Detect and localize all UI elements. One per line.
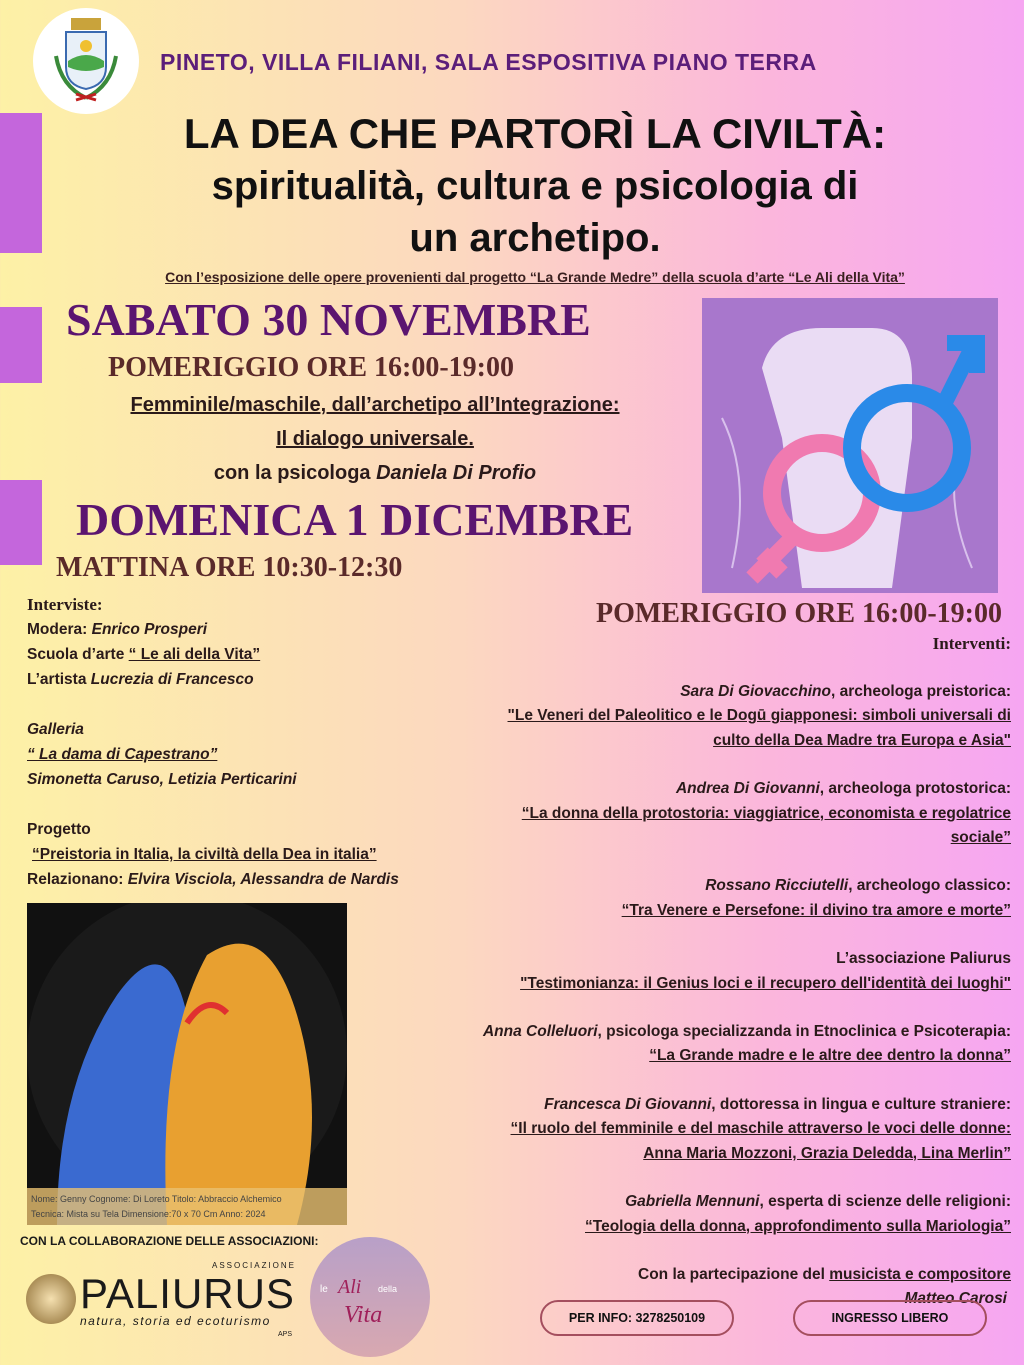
gallery-title: “ La dama di Capestrano” (27, 746, 218, 763)
talk-title: "Le Veneri del Paleolitico e le Dogū giapponesi: simboli universali di (507, 707, 1011, 725)
talk-title: Anna Maria Mozzoni, Grazia Deledda, Lina Merlin” (643, 1144, 1011, 1162)
talk-item (411, 777, 1011, 850)
talk-speaker: Andrea Di Giovanni, archeologa protostorica: (675, 780, 1011, 798)
decor-bar (0, 113, 42, 253)
project-title: “Preistoria in Italia, la civiltà della Dea in italia” (32, 846, 377, 863)
saturday-speaker-line (40, 456, 710, 490)
talk-title: culto della Dea Madre tra Europa e Asia" (713, 731, 1011, 749)
music-line: Con la partecipazione del musicista e compositore (638, 1265, 1011, 1283)
sunday-morning-time: MATTINA ORE 10:30-12:30 (56, 552, 403, 583)
talk-speaker: Gabriella Mennuni, esperta di scienze delle religioni: (625, 1193, 1011, 1211)
musician-name: Matteo Carosi (904, 1290, 1007, 1308)
morning-program (27, 592, 467, 892)
ali-della-vita-logo: le Ali della Vita (310, 1237, 430, 1357)
collaboration-label: CON LA COLLABORAZIONE DELLE ASSOCIAZIONI: (20, 1234, 319, 1248)
talk-title: “Teologia della donna, approfondimento sulla Mariologia” (585, 1217, 1011, 1235)
talk-speaker: Francesca Di Giovanni, dottoressa in lingua e culture straniere: (544, 1095, 1011, 1113)
talk-title: “La Grande madre e le altre dee dentro la donna” (649, 1047, 1011, 1065)
saturday-topic-1: Femminile/maschile, dall’archetipo all’Integrazione: (130, 394, 620, 416)
interventi-label: Interventi: (932, 634, 1011, 653)
info-phone-button[interactable]: PER INFO: 3278250109 (540, 1300, 734, 1336)
talk-speaker: Anna Colleluori, psicologa specializzanda in Etnoclinica e Psicoterapia: (482, 1023, 1011, 1041)
saturday-date: SABATO 30 NOVEMBRE (66, 294, 591, 345)
artist-line: L’artista Lucrezia di Francesco (27, 671, 254, 688)
title-line-3: un archetipo. (409, 216, 661, 260)
afternoon-program (411, 632, 1011, 1312)
talk-title: "Testimonianza: il Genius loci e il recupero dell'identità dei luoghi" (520, 974, 1011, 992)
talk-title: “La donna della protostoria: viaggiatrice, economista e regolatrice (521, 804, 1011, 822)
artwork-caption-2: Tecnica: Mista su Tela Dimensione:70 x 70 Cm Anno: 2024 (31, 1209, 266, 1219)
municipal-crest-logo (33, 8, 139, 114)
paliurus-assoc: ASSOCIAZIONE (212, 1261, 297, 1270)
venue-heading: PINETO, VILLA FILIANI, SALA ESPOSITIVA PIANO TERRA (160, 49, 817, 75)
talk-item (411, 874, 1011, 923)
paliurus-aps: APS (278, 1331, 293, 1338)
talk-title: “Il ruolo del femminile e del maschile attraverso le voci delle donne: (510, 1120, 1011, 1138)
artwork-image (27, 903, 347, 1225)
talk-item (411, 1093, 1011, 1166)
free-entry-badge: INGRESSO LIBERO (793, 1300, 987, 1336)
talk-item (411, 947, 1011, 996)
speakers-line: Relazionano: Elvira Visciola, Alessandra de Nardis (27, 871, 399, 888)
gallery-label: Galleria (27, 721, 84, 738)
gender-symbol-illustration (702, 298, 998, 593)
talk-item (411, 1190, 1011, 1239)
talk-speaker: Sara Di Giovacchino, archeologa preistorica: (680, 683, 1011, 700)
talk-item (411, 1020, 1011, 1069)
saturday-speaker: Daniela Di Profio (376, 462, 537, 484)
decor-bar (0, 307, 42, 383)
exhibition-subtitle: Con l’esposizione delle opere provenienti dal progetto “La Grande Medre” della scuola d’arte “Le Ali della Vita” (165, 269, 905, 285)
saturday-time: POMERIGGIO ORE 16:00-19:00 (108, 352, 514, 383)
talk-title: sociale” (950, 829, 1011, 847)
decor-bar (0, 480, 42, 565)
school-line: Scuola d’arte “ Le ali della Vita” (27, 646, 261, 663)
title-line-1: LA DEA CHE PARTORÌ LA CIVILTÀ: (183, 110, 887, 157)
gallery-people: Simonetta Caruso, Letizia Perticarini (27, 771, 297, 788)
with-label: con la psicologa (213, 462, 371, 484)
talk-item (411, 680, 1011, 753)
paliurus-name: PALIURUS (80, 1270, 295, 1317)
moderator-line: Modera: Enrico Prosperi (27, 621, 208, 638)
talk-speaker: Rossano Ricciutelli, archeologo classico: (705, 877, 1011, 895)
paliurus-tagline: natura, storia ed ecoturismo (80, 1314, 271, 1328)
interviews-label: Interviste: (27, 595, 103, 614)
saturday-topic-2: Il dialogo universale. (276, 428, 474, 450)
sunday-date: DOMENICA 1 DICEMBRE (76, 494, 634, 545)
talk-title: “Tra Venere e Persefone: il divino tra amore e morte” (621, 901, 1011, 919)
project-label: Progetto (27, 821, 91, 838)
talk-speaker: L’associazione Paliurus (836, 950, 1011, 968)
title-line-2: spiritualità, cultura e psicologia di (211, 164, 859, 208)
sunday-afternoon-time: POMERIGGIO ORE 16:00-19:00 (596, 598, 1002, 629)
artwork-caption-1: Nome: Genny Cognome: Di Loreto Titolo: Abbraccio Alchemico (31, 1194, 282, 1204)
paliurus-emblem-icon (26, 1274, 76, 1324)
